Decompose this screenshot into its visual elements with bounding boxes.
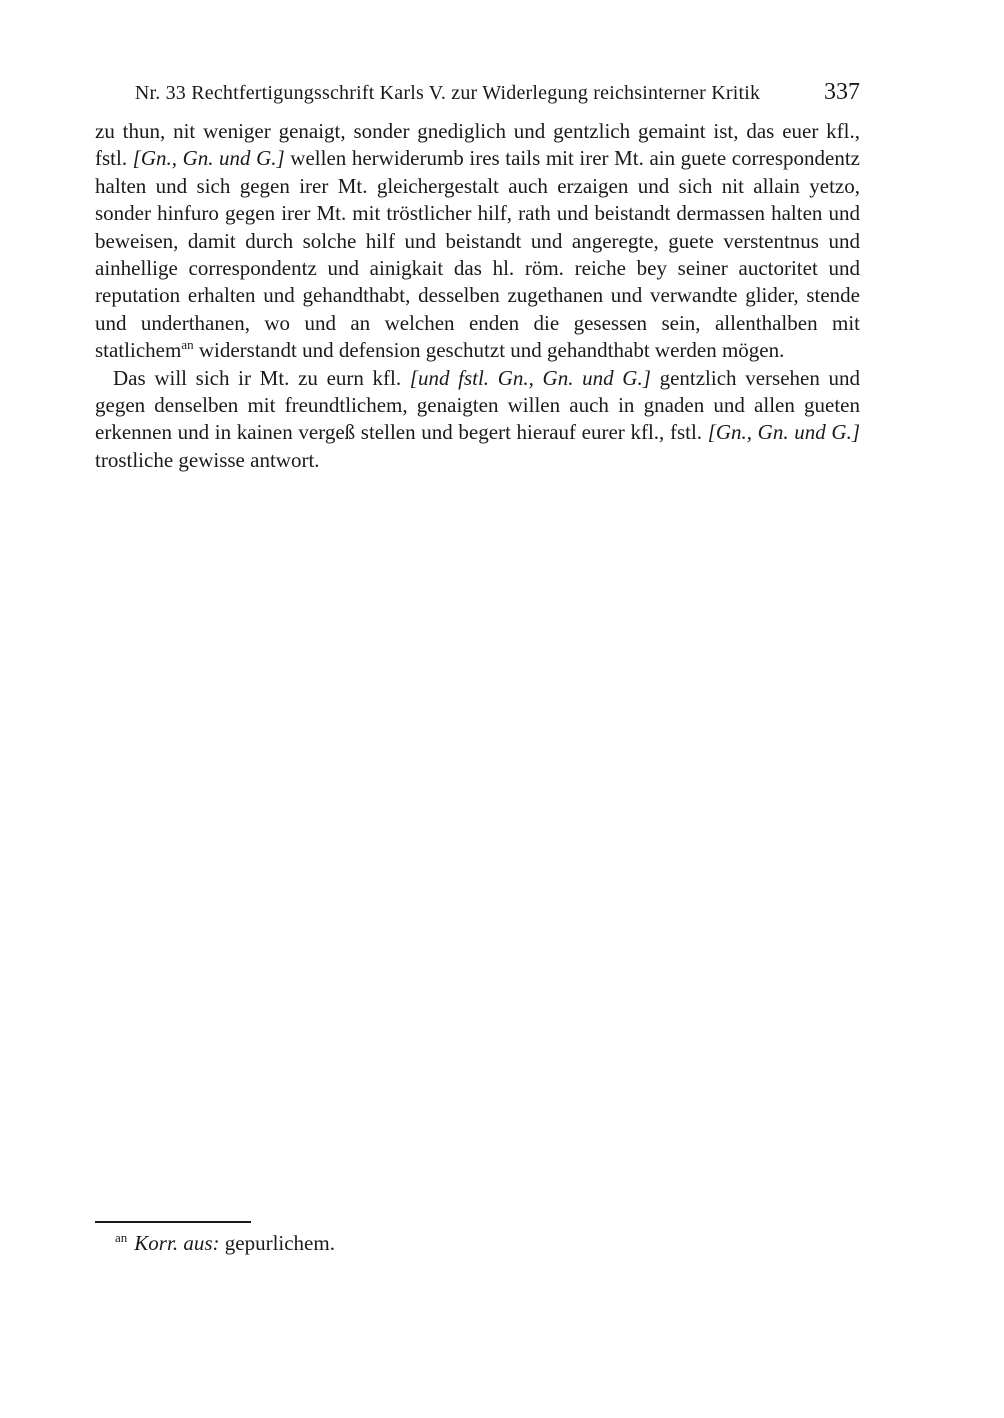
footnote-rule xyxy=(95,1221,251,1223)
footnote xyxy=(95,1230,860,1257)
footnote-text: Korr. aus: gepurlichem. xyxy=(134,1231,335,1255)
body-text xyxy=(95,118,860,474)
page-number: 337 xyxy=(824,79,860,105)
page-header xyxy=(95,80,860,110)
body-paragraph-2: Das will sich ir Mt. zu eurn kfl. [und fstl. Gn., Gn. und G.] gentzlich versehen und gegen denselben mit freundtlichem, genaigten willen auch in gnaden und allen gueten erkennen und in kainen vergeß stellen und begert hierauf eurer kfl., fstl. [Gn., Gn. und G.] trostliche gewisse antwort. xyxy=(95,365,861,472)
body-paragraph-1: zu thun, nit weniger genaigt, sonder gnediglich und gentzlich gemaint ist, das euer kfl., fstl. [Gn., Gn. und G.] wellen herwiderumb ires tails mit irer Mt. ain guete correspondentz halten und sich gegen irer Mt. gleichergestalt auch erzaigen und sich nit allain yetzo, sonder hinfuro gegen irer Mt. mit tröstlicher hilf, rath und beistandt dermassen halten und beweisen, damit durch solche hilf und beistandt und angeregte, guete verstentnus und ainhellige correspondentz und ainigkait das hl. röm. reiche bey seiner auctoritet und reputation erhalten und gehandthabt, desselben zugethanen und verwandte glider, stende und underthanen, wo und an welchen enden die gesessen sein, allenthalben mit statlichem$^{an}$ widerstandt und defension geschutzt und gehandthabt werden mögen. xyxy=(95,119,860,363)
running-title: Nr. 33 Rechtfertigungsschrift Karls V. zur Widerlegung reichsinterner Kritik xyxy=(134,82,761,104)
footnote-marker: an xyxy=(115,1230,128,1245)
footnote-area xyxy=(95,1221,860,1257)
